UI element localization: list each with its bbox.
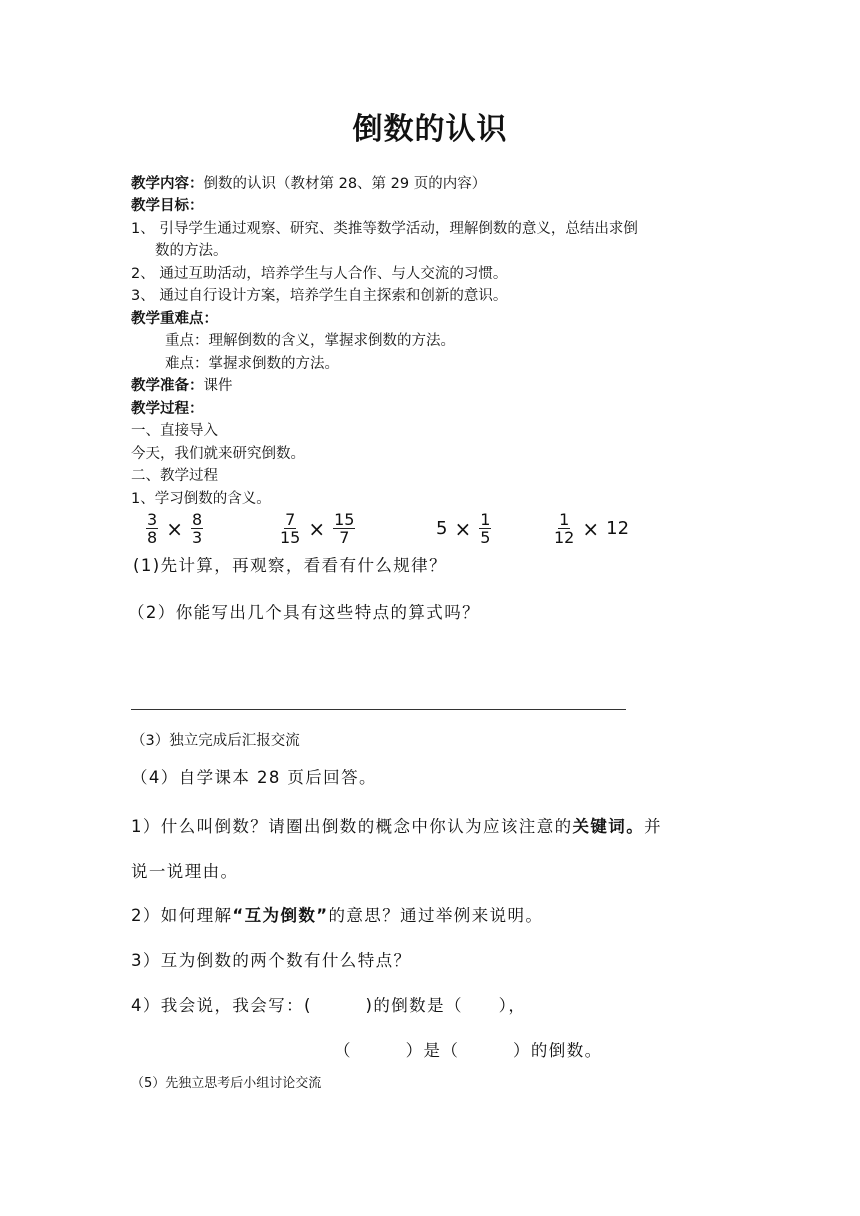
expression-2 [279,511,356,546]
term-bold: “互为倒数” [232,906,329,925]
item-1: 1）什么叫倒数？请圈出倒数的概念中你认为应该注意的关键词。并 [131,817,663,836]
whole-number: 5 [436,518,448,539]
question-2: （2）你能写出几个具有这些特点的算式吗？ [128,603,480,622]
item-3: 3）互为倒数的两个数有什么特点？ [131,951,412,970]
item-4: 4）我会说，我会写：( )的倒数是（ ）， [131,996,527,1015]
page-title: 倒数的认识 [352,112,508,147]
divider-line [131,709,626,710]
fraction: $\frac{3}{8}$ [147,510,158,547]
goals-label: 教学目标： [131,198,204,214]
step-1: 1、学习倒数的含义。 [131,491,271,507]
prep-line [131,376,233,396]
item-1-cont: 说一说理由。 [131,862,239,881]
question-1: (1)先计算，再观察，看看有什么规律？ [133,556,447,575]
section-1-heading: 一、直接导入 [131,423,218,439]
times-sign: × [454,516,472,541]
prep-label: 教学准备： [131,378,204,394]
expression-4 [553,511,629,546]
goal-1: 1、 引导学生通过观察、研究、类推等数学活动，理解倒数的意义，总结出求倒 [131,221,638,237]
keyword-bold: 关键词。 [572,817,645,836]
goal-1-cont: 数的方法。 [155,243,228,259]
expression-3 [436,511,492,546]
section-2-heading: 二、教学过程 [131,468,218,484]
goal-3: 3、 通过自行设计方案，培养学生自主探索和创新的意识。 [131,288,508,304]
hard-point: 难点：掌握求倒数的方法。 [165,356,339,372]
content-line [131,174,486,194]
content-label: 教学内容： [131,176,204,192]
times-sign: × [308,516,326,541]
question-5: （5）先独立思考后小组讨论交流 [131,1076,322,1091]
question-4: （4）自学课本 28 页后回答。 [131,768,377,787]
fraction: $\frac{1}{5}$ [480,510,491,547]
key-point: 重点：理解倒数的含义，掌握求倒数的方法。 [165,333,455,349]
item-4-cont: （ ）是（ ）的倒数。 [334,1041,603,1060]
section-1-text: 今天，我们就来研究倒数。 [131,446,305,462]
fraction: $\frac{7}{15}$ [280,510,301,547]
goal-2: 2、 通过互助活动，培养学生与人合作、与人交流的习惯。 [131,266,508,282]
fraction: $\frac{8}{3}$ [191,510,203,547]
fraction: $\frac{15}{7}$ [334,510,355,547]
prep-text: 课件 [203,378,233,394]
item-2: 2）如何理解“互为倒数”的意思？通过举例来说明。 [131,906,544,925]
times-sign: × [582,516,600,541]
whole-number: 12 [606,518,630,539]
times-sign: × [166,516,183,541]
content-text: 倒数的认识（教材第 28、第 29 页的内容） [203,176,487,192]
question-3: （3）独立完成后汇报交流 [131,733,300,749]
expression-1 [145,511,204,546]
fraction: $\frac{1}{12}$ [554,510,575,547]
process-label: 教学过程： [131,401,204,417]
key-label: 教学重难点： [131,311,218,327]
